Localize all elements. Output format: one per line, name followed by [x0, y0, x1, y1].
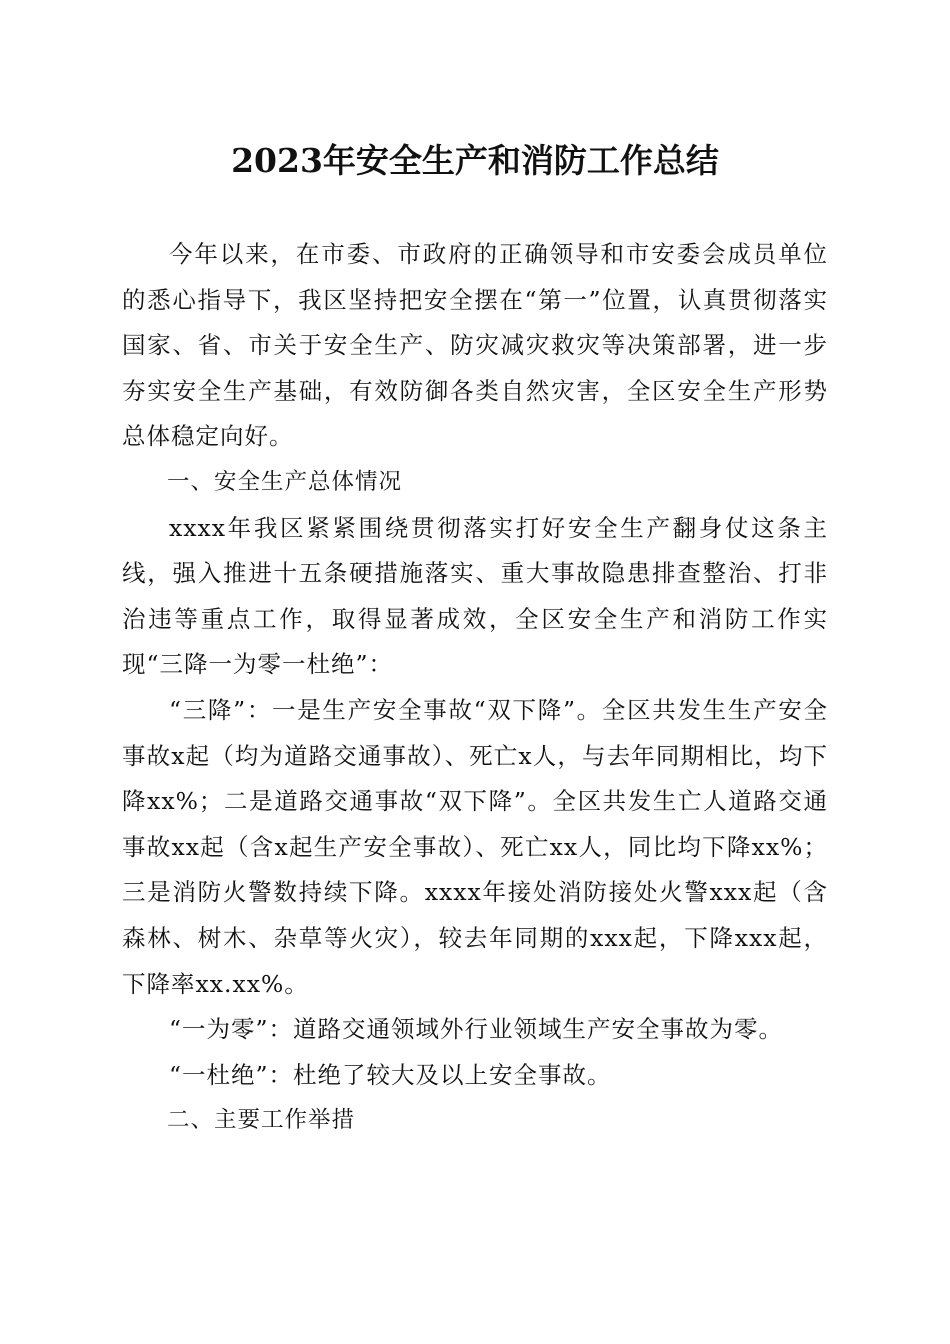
document-body [122, 232, 828, 1144]
three-decreases-paragraph: “三降”：一是生产安全事故“双下降”。全区共发生生产安全事故x起（均为道路交通事故）、死亡x人，与去年同期相比，均下降xx%；二是道路交通事故“双下降”。全区共发生亡人道路交通事故xx起（含x起生产安全事故）、死亡xx人，同比均下降xx%；三是消防火警数持续下降。xxxx年接处消防接处火警xxx起（含森林、树木、杂草等火灾），较去年同期的xxx起，下降xxx起，下降率xx.xx%。 [122, 695, 828, 998]
overview-paragraph: xxxx年我区紧紧围绕贯彻落实打好安全生产翻身仗这条主线，强入推进十五条硬措施落实、重大事故隐患排查整治、打非治违等重点工作，取得显著成效，全区安全生产和消防工作实现“三降一为零一杜绝”： [122, 513, 828, 679]
one-eliminate-paragraph: “一杜绝”：杜绝了较大及以上安全事故。 [169, 1060, 612, 1089]
one-zero-paragraph: “一为零”：道路交通领域外行业领域生产安全事故为零。 [169, 1015, 784, 1044]
section-heading-overview: 一、安全生产总体情况 [167, 468, 403, 495]
document-title: 2023年安全生产和消防工作总结 [231, 141, 719, 180]
section-heading-measures: 二、主要工作举措 [167, 1107, 356, 1134]
intro-paragraph: 今年以来，在市委、市政府的正确领导和市安委会成员单位的悉心指导下，我区坚持把安全摆在“第一”位置，认真贯彻落实国家、省、市关于安全生产、防灾减灾救灾等决策部署，进一步夯实安全生产基础，有效防御各类自然灾害，全区安全生产形势总体稳定向好。 [122, 240, 828, 451]
